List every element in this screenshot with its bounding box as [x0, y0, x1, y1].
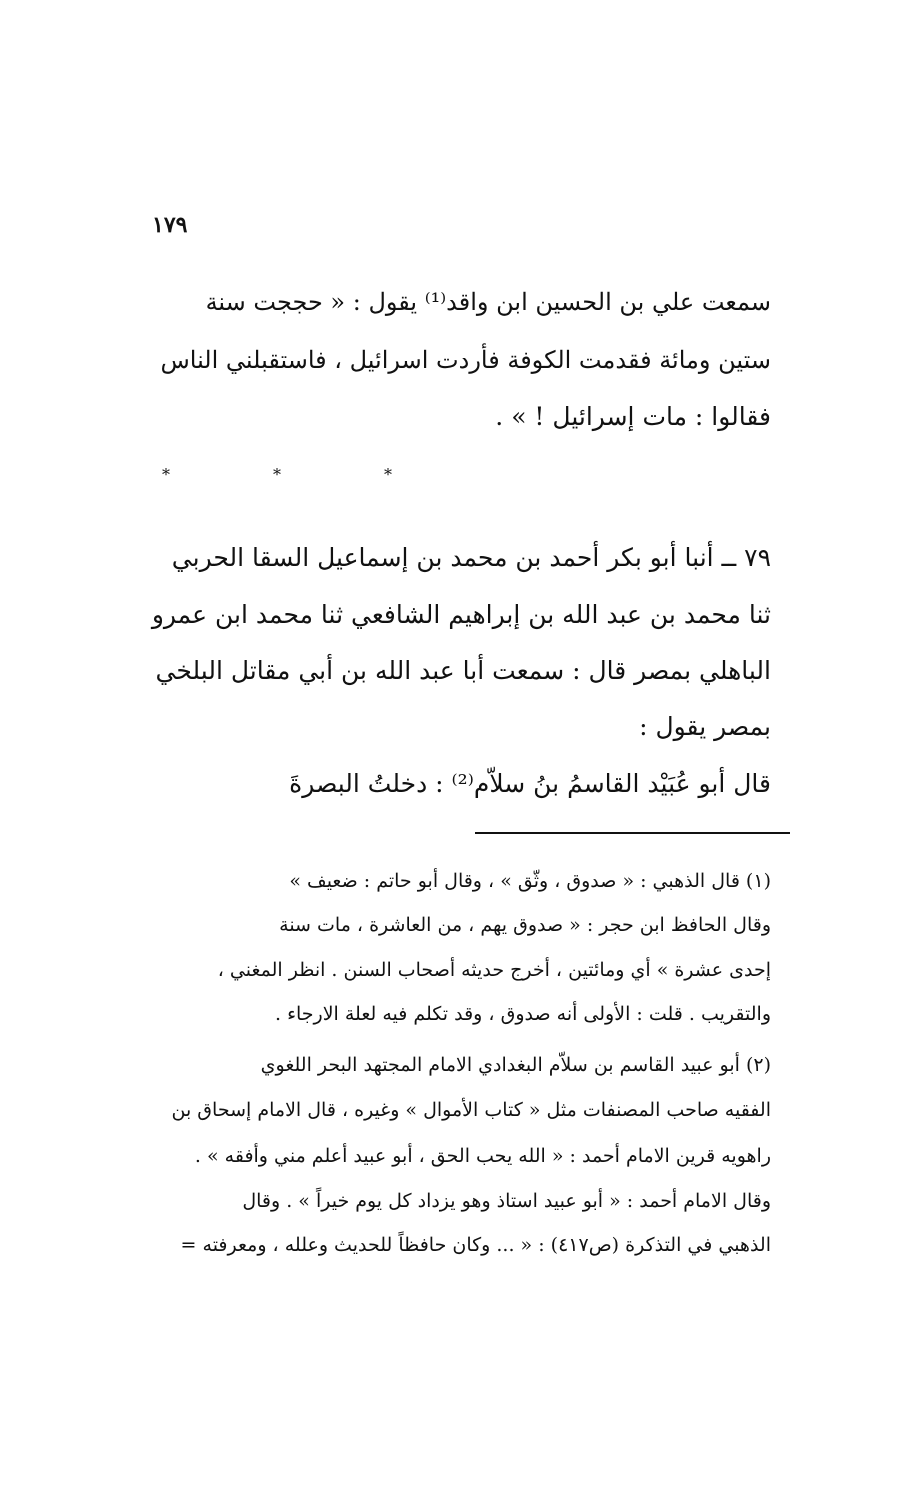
footnote-line: راهويه قرين الامام أحمد : « الله يحب الحق ، أبو عبيد أعلم مني وأفقه » .	[194, 1145, 771, 1167]
text-line: ٧٩ ــ أنبا أبو بكر أحمد بن محمد بن إسماعيل السقا الحربي	[171, 543, 771, 572]
footnote-rule	[475, 832, 790, 834]
text-line: فقالوا : مات إسرائيل ! » .	[495, 402, 771, 431]
separator-star: *	[273, 465, 281, 484]
footnote-line: الذهبي في التذكرة (ص٤١٧) : « ... وكان حافظاً للحديث وعلله ، ومعرفته =	[180, 1234, 771, 1256]
text-line: ثنا محمد بن عبد الله بن إبراهيم الشافعي ثنا محمد ابن عمرو	[151, 600, 771, 629]
footnote-line: وقال الامام أحمد : « أبو عبيد استاذ وهو يزداد كل يوم خيراً » . وقال	[242, 1190, 771, 1212]
page-number: ١٧٩	[152, 212, 188, 238]
separator-star: *	[384, 465, 392, 484]
footnote-line: وقال الحافظ ابن حجر : « صدوق يهم ، من العاشرة ، مات سنة	[279, 914, 771, 936]
section-separator	[162, 465, 392, 484]
footnote-line: والتقريب . قلت : الأولى أنه صدوق ، وقد تكلم فيه لعلة الارجاء .	[274, 1003, 771, 1025]
text-line: بمصر يقول :	[639, 712, 771, 741]
text-line: الباهلي بمصر قال : سمعت أبا عبد الله بن أبي مقاتل البلخي	[155, 656, 771, 685]
separator-star: *	[162, 465, 170, 484]
text-line: سمعت علي بن الحسين ابن واقد⁽¹⁾ يقول : « حججت سنة	[205, 288, 771, 316]
footnote-line: الفقيه صاحب المصنفات مثل « كتاب الأموال » وغيره ، قال الامام إسحاق بن	[171, 1099, 771, 1121]
text-line: قال أبو عُبَيْد القاسمُ بنُ سلاّم⁽²⁾ : دخلتُ البصرةَ	[289, 769, 771, 798]
footnote-line: (١) قال الذهبي : « صدوق ، وثّق » ، وقال أبو حاتم : ضعيف »	[289, 870, 771, 892]
footnote-line: (٢) أبو عبيد القاسم بن سلاّم البغدادي الامام المجتهد البحر اللغوي	[260, 1054, 771, 1076]
footnote-line: إحدى عشرة » أي ومائتين ، أخرج حديثه أصحاب السنن . انظر المغني ،	[217, 959, 771, 981]
text-line: ستين ومائة فقدمت الكوفة فأردت اسرائيل ، فاستقبلني الناس	[160, 346, 771, 374]
